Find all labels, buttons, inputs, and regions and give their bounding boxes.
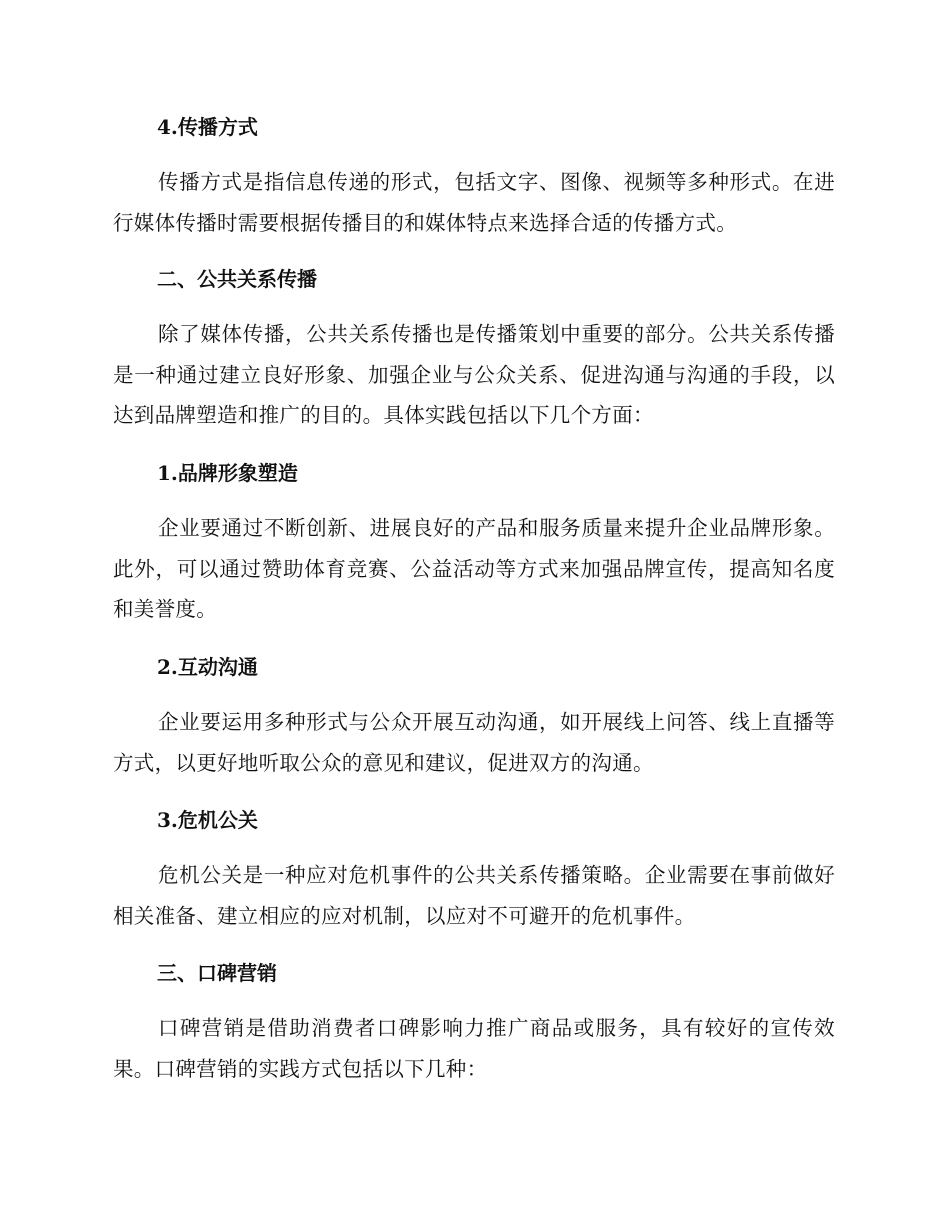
heading-interactive-communication: 2.互动沟通 xyxy=(157,655,258,679)
heading-crisis-pr: 3.危机公关 xyxy=(157,808,258,832)
paragraph-public-relations: 除了媒体传播，公共关系传播也是传播策划中重要的部分。公共关系传播是一种通过建立良好形象、加强企业与公众关系、促进沟通与沟通的手段，以达到品牌塑造和推广的目的。具体实践包括以下几个方面： xyxy=(113,322,835,427)
paragraph-propagation-method: 传播方式是指信息传递的形式，包括文字、图像、视频等多种形式。在进行媒体传播时需要根据传播目的和媒体特点来选择合适的传播方式。 xyxy=(113,170,835,235)
paragraph-brand-image: 企业要通过不断创新、进展良好的产品和服务质量来提升企业品牌形象。此外，可以通过赞助体育竞赛、公益活动等方式来加强品牌宣传，提高知名度和美誉度。 xyxy=(113,516,835,621)
heading-propagation-method: 4.传播方式 xyxy=(157,115,258,139)
paragraph-word-of-mouth: 口碑营销是借助消费者口碑影响力推广商品或服务，具有较好的宣传效果。口碑营销的实践方式包括以下几种： xyxy=(113,1016,835,1081)
heading-public-relations: 二、公共关系传播 xyxy=(157,267,317,291)
heading-word-of-mouth: 三、口碑营销 xyxy=(157,961,277,985)
heading-brand-image: 1.品牌形象塑造 xyxy=(157,461,298,485)
paragraph-interactive-communication: 企业要运用多种形式与公众开展互动沟通，如开展线上问答、线上直播等方式，以更好地听取公众的意见和建议，促进双方的沟通。 xyxy=(113,710,835,775)
paragraph-crisis-pr: 危机公关是一种应对危机事件的公共关系传播策略。企业需要在事前做好相关准备、建立相应的应对机制，以应对不可避开的危机事件。 xyxy=(113,863,835,928)
